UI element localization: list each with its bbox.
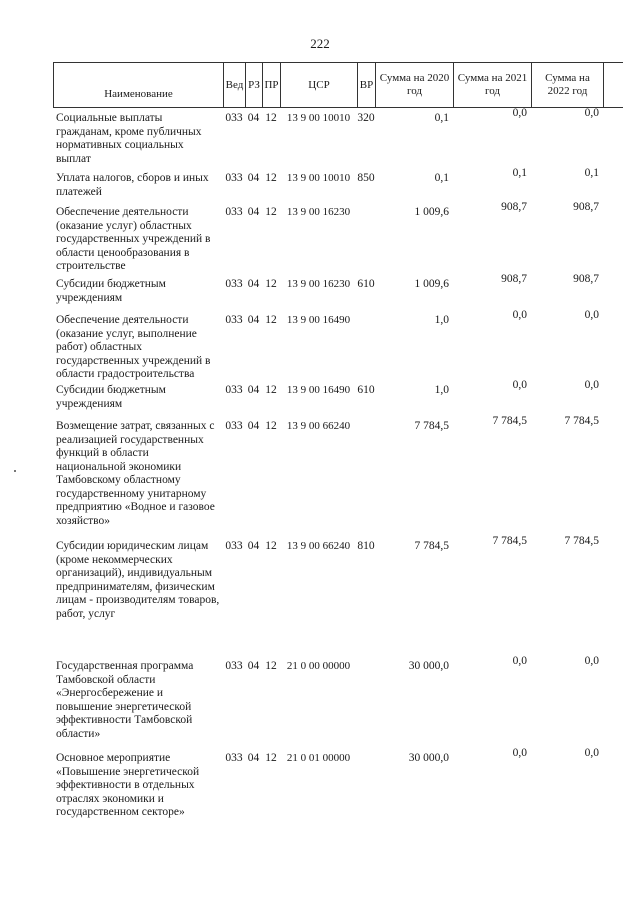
cell-csr: 21 0 01 00000 (286, 752, 351, 764)
cell-pr: 12 (265, 278, 277, 290)
cell-sum-2021: 908,7 (501, 201, 527, 213)
cell-vr: 320 (357, 112, 375, 124)
cell-sum-2022: 7 784,5 (564, 415, 599, 427)
cell-sum-2020: 1 009,6 (414, 278, 449, 290)
cell-rz: 04 (247, 278, 260, 290)
cell-sum-2021: 0,0 (512, 107, 527, 119)
cell-sum-2020: 0,1 (434, 112, 449, 124)
cell-sum-2021: 7 784,5 (492, 535, 527, 547)
header-sum-2021: Сумма на 2021 год (454, 63, 532, 107)
cell-name: Субсидии бюджетным учреждениям (56, 278, 166, 304)
cell-rz: 04 (247, 420, 260, 432)
cell-sum-2021: 0,0 (512, 309, 527, 321)
cell-pr: 12 (265, 314, 277, 326)
cell-rz: 04 (247, 540, 260, 552)
cell-sum-2020: 0,1 (434, 172, 449, 184)
cell-sum-2021: 0,0 (512, 655, 527, 667)
header-rz: РЗ (246, 63, 263, 107)
table-row (53, 107, 603, 166)
cell-vr (357, 206, 375, 274)
cell-ved: 033 (225, 172, 243, 184)
cell-sum-2022: 0,1 (584, 167, 599, 179)
cell-name: Социальные выплаты гражданам, кроме публичных нормативных социальных выплат (56, 112, 202, 165)
cell-sum-2020: 7 784,5 (414, 420, 449, 432)
scan-speck (14, 470, 16, 472)
cell-ved: 033 (225, 540, 243, 552)
cell-sum-2022: 908,7 (573, 201, 599, 213)
cell-sum-2020: 30 000,0 (408, 660, 449, 672)
cell-sum-2021: 0,1 (512, 167, 527, 179)
cell-sum-2021: 908,7 (501, 273, 527, 285)
cell-pr: 12 (265, 172, 277, 184)
cell-vr (357, 752, 375, 820)
table-row (53, 415, 603, 528)
cell-name: Обеспечение деятельности (оказание услуг) областных государственных учреждений в области ценообразования в строительстве (56, 206, 211, 272)
cell-ved: 033 (225, 314, 243, 326)
cell-rz: 04 (247, 314, 260, 326)
cell-rz: 04 (247, 660, 260, 672)
budget-table (53, 62, 623, 818)
cell-pr: 12 (265, 206, 277, 218)
cell-ved: 033 (225, 278, 243, 290)
table-row (53, 273, 603, 305)
table-row (53, 747, 603, 820)
cell-sum-2020: 30 000,0 (408, 752, 449, 764)
cell-csr: 13 9 00 66240 (286, 540, 351, 552)
cell-csr: 13 9 00 66240 (286, 420, 351, 432)
cell-csr: 13 9 00 10010 (286, 172, 351, 184)
cell-vr (357, 420, 375, 528)
cell-ved: 033 (225, 752, 243, 764)
cell-csr: 13 9 00 16490 (286, 384, 351, 396)
cell-sum-2020: 1,0 (434, 384, 449, 396)
cell-name: Субсидии юридическим лицам (кроме некоммерческих организаций), индивидуальным предпринимателям, физическим лицам - производителям товаров, работ, услуг (56, 540, 220, 620)
cell-csr: 13 9 00 10010 (286, 112, 351, 124)
table-row (53, 167, 603, 199)
cell-name: Основное мероприятие «Повышение энергетической эффективности в отдельных отраслях экономики и государственном секторе» (56, 752, 200, 818)
cell-rz: 04 (247, 172, 260, 184)
cell-sum-2021: 0,0 (512, 747, 527, 759)
cell-vr: 610 (357, 278, 375, 290)
table-header (53, 62, 623, 108)
cell-ved: 033 (225, 206, 243, 218)
cell-rz: 04 (247, 384, 260, 396)
cell-sum-2020: 1 009,6 (414, 206, 449, 218)
cell-vr (357, 660, 375, 741)
cell-pr: 12 (265, 112, 277, 124)
table-row (53, 535, 603, 621)
cell-sum-2022: 7 784,5 (564, 535, 599, 547)
cell-vr: 810 (357, 540, 375, 552)
header-pr: ПР (263, 63, 281, 107)
cell-ved: 033 (225, 112, 243, 124)
cell-name: Обеспечение деятельности (оказание услуг, выполнение работ) областных государственных учреждений в области градостроительства (56, 314, 211, 380)
cell-rz: 04 (247, 752, 260, 764)
cell-rz: 04 (247, 112, 260, 124)
cell-sum-2022: 0,0 (584, 107, 599, 119)
cell-vr: 610 (357, 384, 375, 396)
cell-csr: 21 0 00 00000 (286, 660, 351, 672)
cell-sum-2022: 0,0 (584, 309, 599, 321)
header-ved: Вед (224, 63, 246, 107)
header-vr: ВР (358, 63, 376, 107)
cell-rz: 04 (247, 206, 260, 218)
cell-sum-2022: 0,0 (584, 379, 599, 391)
cell-ved: 033 (225, 660, 243, 672)
cell-name: Возмещение затрат, связанных с реализацией государственных функций в области национальной экономики Тамбовскому областному государственному унитарному предприятию «Водное и газовое хозяйство» (56, 420, 215, 527)
header-csr: ЦСР (281, 63, 358, 107)
cell-sum-2021: 7 784,5 (492, 415, 527, 427)
header-sum-2020: Сумма на 2020 год (376, 63, 454, 107)
page-number: 222 (310, 36, 330, 51)
cell-pr: 12 (265, 660, 277, 672)
cell-sum-2022: 908,7 (573, 273, 599, 285)
cell-sum-2022: 0,0 (584, 655, 599, 667)
cell-pr: 12 (265, 540, 277, 552)
table-row (53, 655, 603, 741)
cell-csr: 13 9 00 16230 (286, 278, 351, 290)
cell-pr: 12 (265, 420, 277, 432)
cell-sum-2020: 1,0 (434, 314, 449, 326)
cell-vr (357, 314, 375, 382)
cell-sum-2020: 7 784,5 (414, 540, 449, 552)
cell-name: Уплата налогов, сборов и иных платежей (56, 172, 209, 198)
table-row (53, 379, 603, 411)
cell-pr: 12 (265, 752, 277, 764)
cell-name: Государственная программа Тамбовской области «Энергосбережение и повышение энергетической эффективности Тамбовской области» (56, 660, 194, 740)
cell-name: Субсидии бюджетным учреждениям (56, 384, 166, 410)
cell-ved: 033 (225, 384, 243, 396)
cell-vr: 850 (357, 172, 375, 184)
cell-ved: 033 (225, 420, 243, 432)
header-name: Наименование (54, 63, 224, 107)
header-sum-2022: Сумма на 2022 год (532, 63, 604, 107)
table-row (53, 309, 603, 382)
cell-csr: 13 9 00 16490 (286, 314, 351, 326)
table-row (53, 201, 603, 274)
cell-sum-2022: 0,0 (584, 747, 599, 759)
cell-sum-2021: 0,0 (512, 379, 527, 391)
cell-csr: 13 9 00 16230 (286, 206, 351, 218)
cell-pr: 12 (265, 384, 277, 396)
